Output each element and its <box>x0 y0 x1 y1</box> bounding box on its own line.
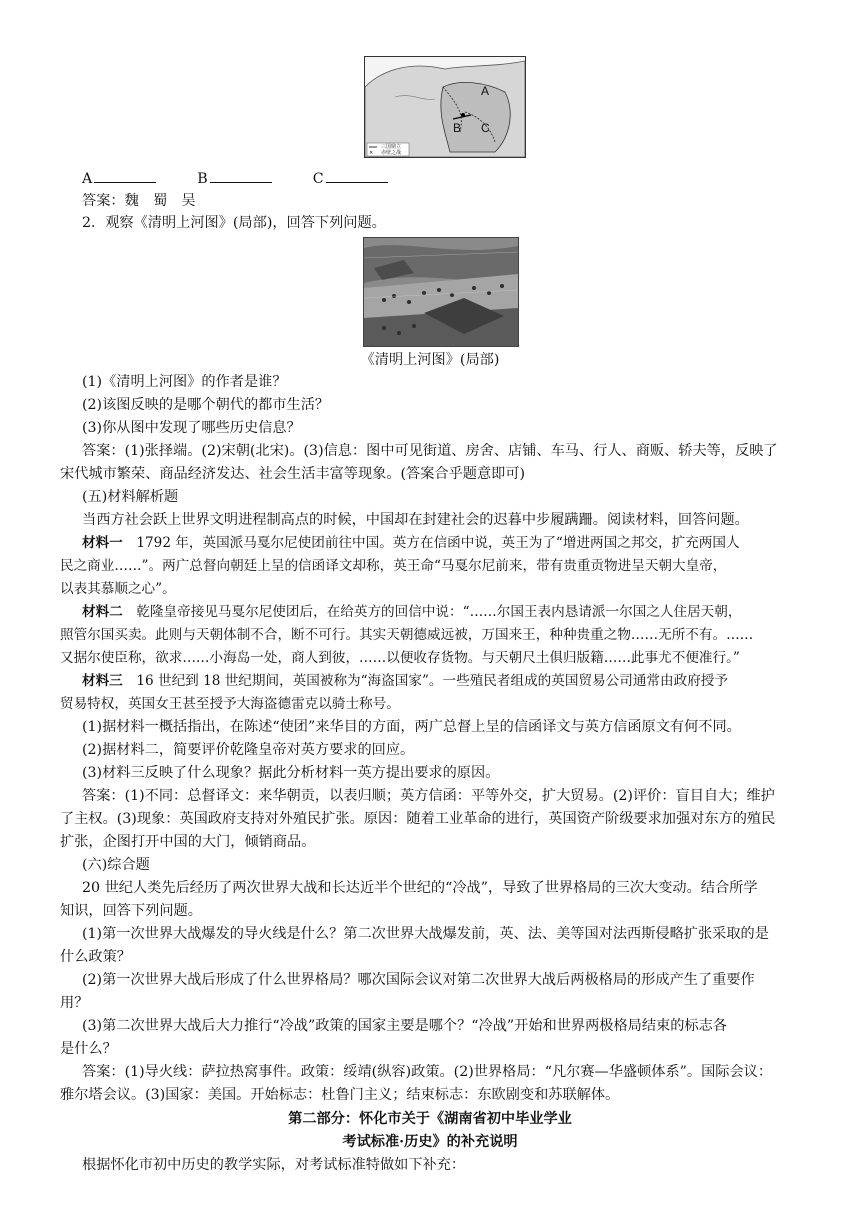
map-illustration <box>365 57 525 157</box>
sec6-question-1-line-2: 什么政策？ <box>60 949 131 965</box>
map-label-a: A <box>481 84 490 98</box>
material-3-text-1: 16 世纪到 18 世纪期间，英国被称为“海盗国家”。一些殖民者组成的英国贸易公司通常由政府授予 <box>136 673 728 689</box>
sec6-question-3-line-2: 是什么？ <box>60 1041 117 1057</box>
map-legend-2: 赤壁之战 <box>381 150 402 156</box>
material-1-line-2: 民之商业……”。两广总督向朝廷上呈的信函译文却称，英王命“马戛尔尼前来，带有贵重贡物进呈天朝大皇帝， <box>60 558 727 574</box>
material-3-line-2: 贸易特权，英国女王甚至授予大海盗德雷克以骑士称号。 <box>60 696 400 712</box>
material-1-text-1: 1792 年，英国派马戛尔尼使团前往中国。英方在信函中说，英王为了“增进两国之邦交，扩充两国人 <box>136 535 740 551</box>
sec6-question-2-line-1: (2)第一次世界大战后形成了什么世界格局？哪次国际会议对第二次世界大战后两极格局的形成产生了重要作 <box>82 972 755 988</box>
q2-answer-line-1: 答案：(1)张择端。(2)宋朝(北宋)。(3)信息：图中可见街道、房舍、店铺、车马、行人、商贩、轿夫等，反映了 <box>82 443 778 459</box>
q1-answer: 答案：魏 蜀 吴 <box>82 193 196 209</box>
sec5-answer-line-1: 答案：(1)不同：总督译文：来华朝贡，以表归顺；英方信函：平等外交，扩大贸易。(2)评价：盲目自大；维护 <box>82 788 775 804</box>
blank-b-label: B <box>197 171 208 187</box>
sec5-intro: 当西方社会跃上世界文明进程制高点的时候，中国却在封建社会的迟暮中步履蹒跚。阅读材料，回答问题。 <box>82 512 749 528</box>
part2-title-line-1: 第二部分：怀化市关于《湖南省初中毕业学业 <box>288 1111 572 1127</box>
sec5-question-1: (1)据材料一概括指出，在陈述“使团”来华目的方面，两广总督上呈的信函译文与英方信函原文有何不同。 <box>82 719 741 735</box>
q2-answer-line-2: 宋代城市繁荣、商品经济发达、社会生活丰富等现象。(答案合乎题意即可) <box>60 466 526 482</box>
map-label-c: C <box>481 121 490 135</box>
material-2-line-3: 又据尔使臣称，欲求……小海岛一处，商人到彼，……以便收存货物。与天朝尺土俱归版籍……此事尤不便准行。” <box>60 650 740 666</box>
svg-text:×: × <box>369 150 374 156</box>
q2-question-3: (3)你从图中发现了哪些历史信息？ <box>82 420 301 436</box>
sec6-heading: (六)综合题 <box>82 857 150 873</box>
sec6-intro-line-1: 20 世纪人类先后经历了两次世界大战和长达近半个世纪的“冷战”，导致了世界格局的三次大变动。结合所学 <box>82 880 758 896</box>
sec6-intro-line-2: 知识，回答下列问题。 <box>60 903 202 919</box>
material-3-line-1 <box>82 670 782 692</box>
blank-a-label: A <box>82 171 93 187</box>
material-1-label: 材料一 <box>82 535 123 551</box>
blank-c[interactable] <box>326 168 388 183</box>
sec6-question-1-line-1: (1)第一次世界大战爆发的导火线是什么？第二次世界大战爆发前，英、法、美等国对法西斯侵略扩张采取的是 <box>82 926 769 942</box>
material-2-line-2: 照管尔国买卖。此则与天朝体制不合，断不可行。其实天朝德威远被，万国来王，种种贵重之物……无所不有。…… <box>60 627 754 643</box>
painting-caption: 《清明上河图》(局部) <box>360 352 500 368</box>
material-3-label: 材料三 <box>82 673 123 689</box>
material-1-line-3: 以表其慕顺之心”。 <box>60 581 176 597</box>
sec5-answer-line-3: 扩张，企图打开中国的大门，倾销商品。 <box>60 834 316 850</box>
sec6-answer-line-1: 答案：(1)导火线：萨拉热窝事件。政策：绥靖(纵容)政策。(2)世界格局：“凡尔赛—华盛顿体系”。国际会议： <box>82 1064 773 1080</box>
blank-a[interactable] <box>94 168 156 183</box>
map-legend-1: 三国鼎立 <box>381 144 402 150</box>
q2-question-2: (2)该图反映的是哪个朝代的都市生活？ <box>82 397 330 413</box>
material-2-label: 材料二 <box>82 604 123 620</box>
material-1-line-1 <box>82 532 782 554</box>
sec5-answer-line-2: 了主权。(3)现象：英国政府支持对外殖民扩张。原因：随着工业革命的进行，英国资产阶级要求加强对东方的殖民 <box>60 811 776 827</box>
part2-intro: 根据怀化市初中历史的教学实际，对考试标准特做如下补充： <box>82 1157 466 1173</box>
part2-title-line-2: 考试标准·历史》的补充说明 <box>342 1134 518 1150</box>
sec5-heading: (五)材料解析题 <box>82 489 179 505</box>
blank-b[interactable] <box>210 168 272 183</box>
painting-illustration <box>364 238 518 346</box>
sec6-answer-line-2: 雅尔塔会议。(3)国家：美国。开始标志：杜鲁门主义；结束标志：东欧剧变和苏联解体。 <box>60 1087 620 1103</box>
q2-title-text: 2．观察《清明上河图》(局部)，回答下列问题。 <box>82 215 386 231</box>
q1-blanks <box>82 168 782 190</box>
sec6-question-3-line-1: (3)第二次世界大战后大力推行“冷战”政策的国家主要是哪个？“冷战”开始和世界两极格局结束的标志各 <box>82 1018 727 1034</box>
q2-question-1: (1)《清明上河图》的作者是谁？ <box>82 374 287 390</box>
q2-title <box>82 212 782 234</box>
qingming-painting <box>363 237 519 347</box>
blank-c-label: C <box>312 171 324 187</box>
map-label-b: B <box>453 121 462 135</box>
material-2-text-1: 乾隆皇帝接见马戛尔尼使团后，在给英方的回信中说：“……尔国王表内恳请派一尔国之人住居天朝， <box>136 604 742 620</box>
sec5-question-3: (3)材料三反映了什么现象？据此分析材料一英方提出要求的原因。 <box>82 765 500 781</box>
sec5-question-2: (2)据材料二，简要评价乾隆皇帝对英方要求的回应。 <box>82 742 415 758</box>
material-2-line-1 <box>82 601 782 623</box>
three-kingdoms-map <box>364 56 526 158</box>
sec6-question-2-line-2: 用？ <box>60 995 89 1011</box>
